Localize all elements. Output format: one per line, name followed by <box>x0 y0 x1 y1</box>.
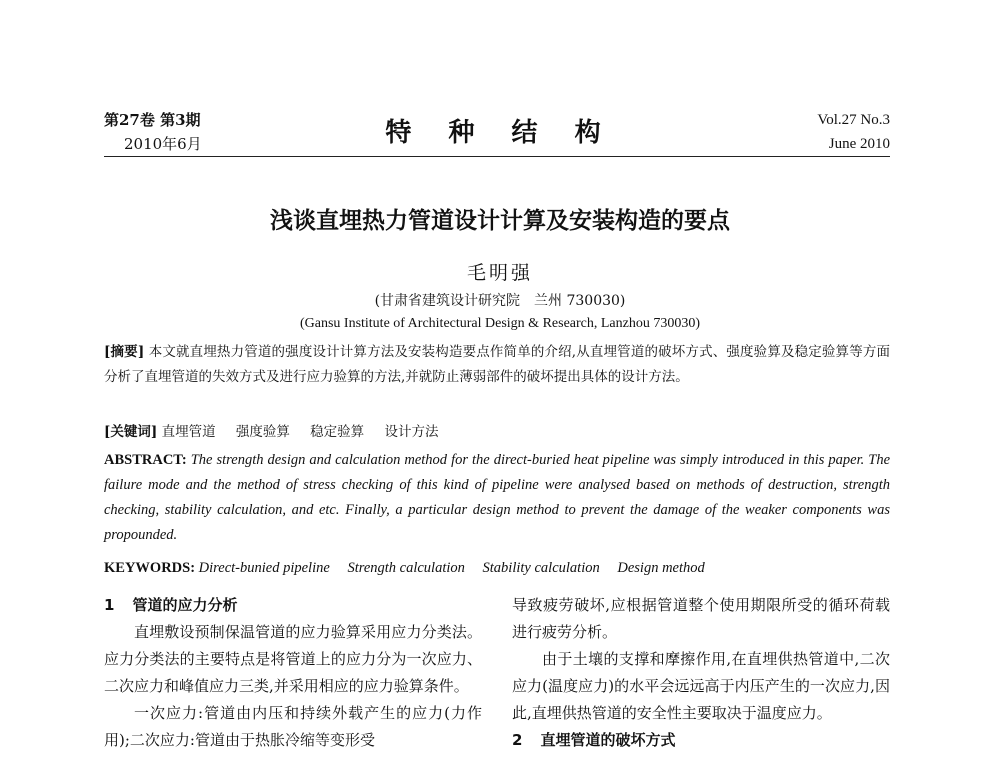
volume-issue-en: Vol.27 No.3 <box>817 112 890 128</box>
body-right-column <box>512 592 890 754</box>
keyword-cn: 设计方法 <box>384 424 439 440</box>
keyword-cn: 稳定验算 <box>310 424 365 440</box>
paragraph: 一次应力:管道由内压和持续外载产生的应力(力作用);二次应力:管道由于热胀冷缩等变形受 <box>104 704 482 749</box>
section-number: 1 <box>104 596 115 614</box>
paragraph: 由于土壤的支撑和摩擦作用,在直埋供热管道中,二次应力(温度应力)的水平会远远高于内压产生的一次应力,因此,直埋供热管道的安全性主要取决于温度应力。 <box>512 650 890 722</box>
keyword-en: Design method <box>617 560 705 576</box>
keyword-en: Stability calculation <box>482 560 600 576</box>
author: 毛明强 <box>466 262 533 284</box>
affiliation-en: (Gansu Institute of Architectural Design & Research, Lanzhou 730030) <box>299 316 701 331</box>
section-title: 直埋管道的破坏方式 <box>540 731 676 749</box>
keyword-cn: 直埋管道 <box>161 424 216 440</box>
journal-name: 特 种 结 构 <box>385 118 615 148</box>
section-number: 2 <box>512 731 523 749</box>
journal-header-right <box>817 108 890 156</box>
section-heading <box>512 727 890 754</box>
abstract-en <box>104 448 890 548</box>
volume-issue-cn: 第27卷 第3期 <box>104 111 201 129</box>
abstract-cn-text: 本文就直埋热力管道的强度设计计算方法及安装构造要点作简单的介绍,从直埋管道的破坏方式、强度验算及稳定验算等方面分析了直埋管道的失效方式及进行应力验算的方法,并就防止薄弱部件的破坏提出具体的设计方法。 <box>104 344 891 385</box>
section-heading <box>104 592 482 619</box>
keyword-en: Strength calculation <box>347 560 465 576</box>
header-rule <box>104 156 890 157</box>
article-title: 浅谈直埋热力管道设计计算及安装构造的要点 <box>270 208 730 234</box>
abstract-cn-label: [摘要] <box>104 344 145 360</box>
section-title: 管道的应力分析 <box>132 596 238 614</box>
keywords-en-label: KEYWORDS: <box>104 560 196 576</box>
affiliation-cn: (甘肃省建筑设计研究院 兰州 730030) <box>374 293 626 309</box>
abstract-en-label: ABSTRACT: <box>104 452 187 468</box>
paragraph: 导致疲劳破坏,应根据管道整个使用期限所受的循环荷载进行疲劳分析。 <box>512 596 890 641</box>
keywords-en <box>104 556 890 580</box>
date-cn: 2010年6月 <box>124 135 202 153</box>
abstract-en-text: The strength design and calculation method for the direct-buried heat pipeline was simply introduced in this paper. The failure mode and the method of stress checking of this kind of pipeline were analysed based on methods of destruction, strength checking, stability calculation, and etc. Finally, a particular design method to prevent the damage of the weaker components was propounded. <box>104 452 891 543</box>
date-en: June 2010 <box>828 136 890 152</box>
keyword-cn: 强度验算 <box>235 424 290 440</box>
body-left-column <box>104 592 482 754</box>
abstract-cn <box>104 340 890 390</box>
paragraph: 直埋敷设预制保温管道的应力验算采用应力分类法。应力分类法的主要特点是将管道上的应力分为一次应力、二次应力和峰值应力三类,并采用相应的应力验算条件。 <box>104 623 482 695</box>
keyword-en: Direct-bunied pipeline <box>198 560 330 576</box>
keywords-cn <box>104 420 890 444</box>
keywords-cn-label: [关键词] <box>104 424 158 440</box>
